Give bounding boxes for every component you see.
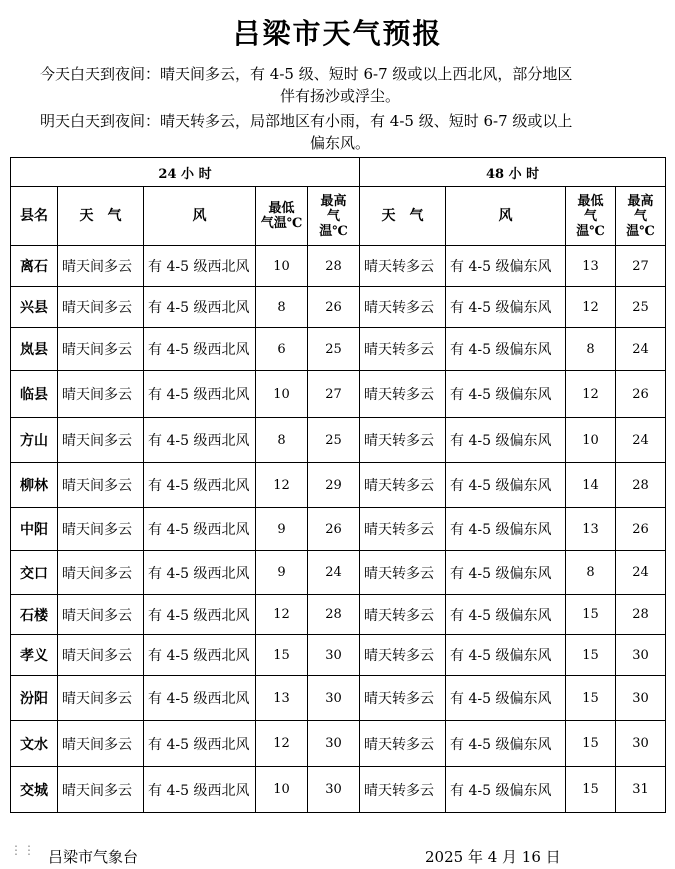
min-temp-24h-line1: 最低 <box>268 201 295 216</box>
min-temp-48h-cell: 8 <box>566 328 616 371</box>
wind-24h-cell: 有 4-5 级西北风 <box>144 676 256 721</box>
min-temp-48h-line3: 温℃ <box>576 223 605 239</box>
max-temp-24h-cell: 30 <box>308 635 360 676</box>
min-temp-24h-cell: 8 <box>256 418 308 463</box>
max-temp-24h-cell: 25 <box>308 328 360 371</box>
wind-24h-cell: 有 4-5 级西北风 <box>144 371 256 418</box>
min-temp-48h-cell: 14 <box>566 463 616 508</box>
weather-48h-cell: 晴天转多云 <box>360 463 446 508</box>
max-temp-24h-cell: 30 <box>308 767 360 813</box>
table-row <box>11 551 666 595</box>
min-temp-24h-cell: 9 <box>256 551 308 595</box>
max-temp-24h-cell: 27 <box>308 371 360 418</box>
today-forecast-line1: 今天白天到夜间：晴天间多云，有 4-5 级、短时 6-7 级或以上西北风，部分地区 <box>40 65 573 83</box>
county-cell: 孝义 <box>11 635 58 676</box>
weather-48h-cell: 晴天转多云 <box>360 371 446 418</box>
county-cell: 交城 <box>11 767 58 813</box>
page-title: 吕梁市天气预报 <box>232 17 443 50</box>
table-row <box>11 463 666 508</box>
wind-48h-cell: 有 4-5 级偏东风 <box>446 676 566 721</box>
min-temp-24h-line2: 气温℃ <box>260 216 303 231</box>
min-temp-24h-cell: 10 <box>256 371 308 418</box>
wind-48h-cell: 有 4-5 级偏东风 <box>446 721 566 767</box>
table-row <box>11 721 666 767</box>
col-header-county: 县名 <box>11 187 58 246</box>
wind-48h-cell: 有 4-5 级偏东风 <box>446 328 566 371</box>
max-temp-48h-cell: 27 <box>616 246 666 287</box>
max-temp-48h-cell: 25 <box>616 287 666 328</box>
wind-24h-cell: 有 4-5 级西北风 <box>144 721 256 767</box>
weather-24h-cell: 晴天间多云 <box>58 721 144 767</box>
max-temp-48h-line2: 气 <box>634 208 648 224</box>
group-header-24h: 24 小 时 <box>11 158 360 187</box>
county-cell: 离石 <box>11 246 58 287</box>
min-temp-24h-cell: 9 <box>256 508 308 551</box>
county-cell: 岚县 <box>11 328 58 371</box>
min-temp-48h-cell: 12 <box>566 287 616 328</box>
min-temp-24h-cell: 15 <box>256 635 308 676</box>
weather-48h-cell: 晴天转多云 <box>360 328 446 371</box>
weather-48h-cell: 晴天转多云 <box>360 508 446 551</box>
max-temp-48h-cell: 30 <box>616 635 666 676</box>
table-column-header-row <box>11 187 666 246</box>
col-header-weather-24h: 天 气 <box>58 187 144 246</box>
wind-24h-cell: 有 4-5 级西北风 <box>144 246 256 287</box>
footer-date: 2025 年 4 月 16 日 <box>425 848 561 866</box>
min-temp-48h-cell: 15 <box>566 767 616 813</box>
table-row <box>11 595 666 635</box>
tomorrow-forecast <box>40 110 640 154</box>
weather-48h-cell: 晴天转多云 <box>360 551 446 595</box>
min-temp-24h-cell: 12 <box>256 721 308 767</box>
min-temp-24h-cell: 6 <box>256 328 308 371</box>
county-cell: 方山 <box>11 418 58 463</box>
max-temp-48h-cell: 24 <box>616 328 666 371</box>
table-row <box>11 328 666 371</box>
wind-24h-cell: 有 4-5 级西北风 <box>144 328 256 371</box>
county-cell: 临县 <box>11 371 58 418</box>
wind-48h-cell: 有 4-5 级偏东风 <box>446 287 566 328</box>
county-cell: 中阳 <box>11 508 58 551</box>
table-row <box>11 676 666 721</box>
wind-24h-cell: 有 4-5 级西北风 <box>144 595 256 635</box>
county-cell: 交口 <box>11 551 58 595</box>
max-temp-24h-cell: 28 <box>308 246 360 287</box>
min-temp-48h-cell: 15 <box>566 635 616 676</box>
wind-48h-cell: 有 4-5 级偏东风 <box>446 371 566 418</box>
weather-48h-cell: 晴天转多云 <box>360 767 446 813</box>
max-temp-24h-line1: 最高 <box>320 193 347 209</box>
table-row <box>11 287 666 328</box>
table-row <box>11 635 666 676</box>
wind-48h-cell: 有 4-5 级偏东风 <box>446 635 566 676</box>
county-cell: 柳林 <box>11 463 58 508</box>
max-temp-48h-cell: 24 <box>616 551 666 595</box>
wind-48h-cell: 有 4-5 级偏东风 <box>446 767 566 813</box>
max-temp-24h-cell: 26 <box>308 287 360 328</box>
min-temp-48h-cell: 15 <box>566 595 616 635</box>
col-header-max-temp-48h <box>616 187 666 246</box>
table-row <box>11 767 666 813</box>
table-row <box>11 508 666 551</box>
weather-24h-cell: 晴天间多云 <box>58 767 144 813</box>
min-temp-48h-cell: 10 <box>566 418 616 463</box>
weather-24h-cell: 晴天间多云 <box>58 635 144 676</box>
min-temp-48h-cell: 13 <box>566 246 616 287</box>
min-temp-48h-cell: 8 <box>566 551 616 595</box>
county-cell: 兴县 <box>11 287 58 328</box>
max-temp-48h-cell: 28 <box>616 595 666 635</box>
wind-48h-cell: 有 4-5 级偏东风 <box>446 463 566 508</box>
col-header-wind-24h: 风 <box>144 187 256 246</box>
min-temp-24h-cell: 8 <box>256 287 308 328</box>
tomorrow-forecast-line2: 偏东风。 <box>309 134 370 152</box>
col-header-max-temp-24h <box>308 187 360 246</box>
col-header-weather-48h: 天 气 <box>360 187 446 246</box>
wind-24h-cell: 有 4-5 级西北风 <box>144 418 256 463</box>
wind-48h-cell: 有 4-5 级偏东风 <box>446 595 566 635</box>
weather-48h-cell: 晴天转多云 <box>360 635 446 676</box>
col-header-min-temp-24h <box>256 187 308 246</box>
min-temp-48h-line1: 最低 <box>577 193 604 209</box>
min-temp-48h-line2: 气 <box>584 208 598 224</box>
today-forecast <box>40 63 640 107</box>
weather-48h-cell: 晴天转多云 <box>360 676 446 721</box>
min-temp-24h-cell: 10 <box>256 246 308 287</box>
drag-handle-icon[interactable]: ⋮⋮ <box>10 843 36 857</box>
max-temp-48h-cell: 28 <box>616 463 666 508</box>
weather-24h-cell: 晴天间多云 <box>58 551 144 595</box>
max-temp-24h-cell: 28 <box>308 595 360 635</box>
weather-24h-cell: 晴天间多云 <box>58 287 144 328</box>
county-cell: 汾阳 <box>11 676 58 721</box>
table-group-header-row <box>11 158 666 187</box>
today-forecast-line2: 伴有扬沙或浮尘。 <box>279 87 400 105</box>
weather-48h-cell: 晴天转多云 <box>360 721 446 767</box>
max-temp-24h-cell: 30 <box>308 676 360 721</box>
max-temp-48h-line3: 温℃ <box>626 223 655 239</box>
weather-24h-cell: 晴天间多云 <box>58 246 144 287</box>
min-temp-24h-cell: 13 <box>256 676 308 721</box>
wind-48h-cell: 有 4-5 级偏东风 <box>446 508 566 551</box>
max-temp-48h-cell: 26 <box>616 508 666 551</box>
wind-48h-cell: 有 4-5 级偏东风 <box>446 418 566 463</box>
min-temp-24h-cell: 10 <box>256 767 308 813</box>
max-temp-48h-cell: 30 <box>616 721 666 767</box>
max-temp-24h-cell: 26 <box>308 508 360 551</box>
wind-24h-cell: 有 4-5 级西北风 <box>144 551 256 595</box>
max-temp-24h-cell: 29 <box>308 463 360 508</box>
min-temp-48h-cell: 15 <box>566 676 616 721</box>
weather-24h-cell: 晴天间多云 <box>58 508 144 551</box>
max-temp-48h-cell: 31 <box>616 767 666 813</box>
wind-24h-cell: 有 4-5 级西北风 <box>144 463 256 508</box>
min-temp-48h-cell: 12 <box>566 371 616 418</box>
weather-24h-cell: 晴天间多云 <box>58 371 144 418</box>
table-row <box>11 418 666 463</box>
footer-organization: 吕梁市气象台 <box>48 848 139 866</box>
max-temp-48h-cell: 24 <box>616 418 666 463</box>
weather-24h-cell: 晴天间多云 <box>58 676 144 721</box>
min-temp-48h-cell: 13 <box>566 508 616 551</box>
max-temp-24h-line2: 气 <box>327 208 341 224</box>
wind-24h-cell: 有 4-5 级西北风 <box>144 635 256 676</box>
max-temp-24h-cell: 25 <box>308 418 360 463</box>
table-row <box>11 371 666 418</box>
max-temp-48h-cell: 30 <box>616 676 666 721</box>
weather-48h-cell: 晴天转多云 <box>360 418 446 463</box>
col-header-min-temp-48h <box>566 187 616 246</box>
wind-24h-cell: 有 4-5 级西北风 <box>144 287 256 328</box>
weather-24h-cell: 晴天间多云 <box>58 328 144 371</box>
min-temp-24h-cell: 12 <box>256 463 308 508</box>
weather-48h-cell: 晴天转多云 <box>360 246 446 287</box>
weather-48h-cell: 晴天转多云 <box>360 595 446 635</box>
county-cell: 文水 <box>11 721 58 767</box>
max-temp-48h-line1: 最高 <box>627 193 654 209</box>
max-temp-48h-cell: 26 <box>616 371 666 418</box>
tomorrow-forecast-line1: 明天白天到夜间：晴天转多云，局部地区有小雨，有 4-5 级、短时 6-7 级或以上 <box>40 112 573 130</box>
max-temp-24h-line3: 温℃ <box>319 223 348 239</box>
col-header-wind-48h: 风 <box>446 187 566 246</box>
forecast-table <box>10 157 666 813</box>
weather-48h-cell: 晴天转多云 <box>360 287 446 328</box>
wind-48h-cell: 有 4-5 级偏东风 <box>446 551 566 595</box>
max-temp-24h-cell: 30 <box>308 721 360 767</box>
group-header-48h: 48 小 时 <box>360 158 666 187</box>
weather-24h-cell: 晴天间多云 <box>58 418 144 463</box>
county-cell: 石楼 <box>11 595 58 635</box>
weather-24h-cell: 晴天间多云 <box>58 463 144 508</box>
wind-48h-cell: 有 4-5 级偏东风 <box>446 246 566 287</box>
table-row <box>11 246 666 287</box>
min-temp-48h-cell: 15 <box>566 721 616 767</box>
wind-24h-cell: 有 4-5 级西北风 <box>144 767 256 813</box>
wind-24h-cell: 有 4-5 级西北风 <box>144 508 256 551</box>
min-temp-24h-cell: 12 <box>256 595 308 635</box>
max-temp-24h-cell: 24 <box>308 551 360 595</box>
weather-24h-cell: 晴天间多云 <box>58 595 144 635</box>
